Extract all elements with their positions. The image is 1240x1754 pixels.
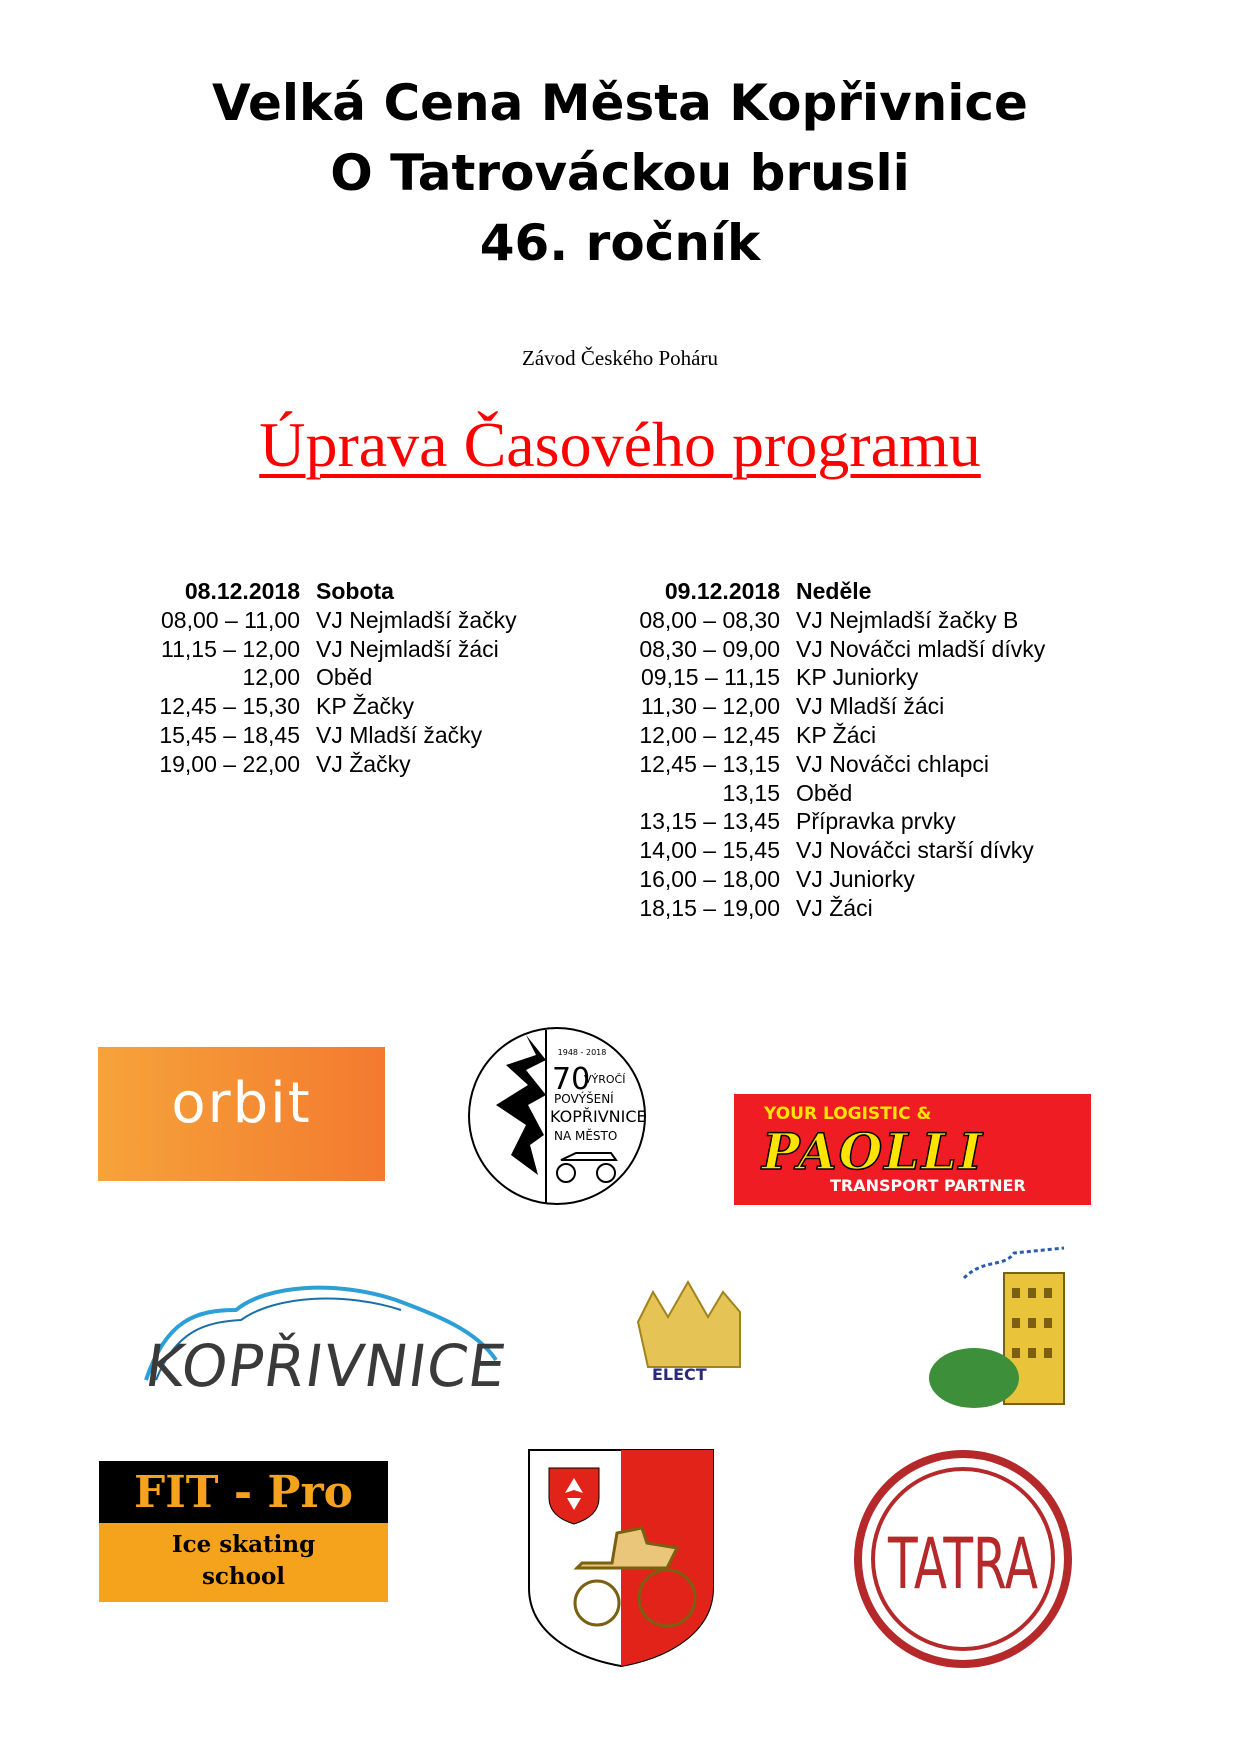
schedule-time: 12,00 <box>242 664 300 691</box>
paolli-tagline-top: YOUR LOGISTIC & <box>764 1104 932 1124</box>
anniversary-text-1: VÝROČÍ <box>584 1073 626 1086</box>
building-logo-partial <box>904 1248 1064 1404</box>
schedule-event: VJ Nováčci chlapci <box>796 750 990 777</box>
schedule-event: VJ Juniorky <box>796 865 915 892</box>
schedule-event: VJ Mladší žáci <box>796 693 945 720</box>
schedule-time: 12,45 – 15,30 <box>159 693 300 720</box>
anniversary-number: 70 <box>552 1062 591 1097</box>
schedule-time: 08,00 – 08,30 <box>639 606 780 633</box>
koprivnice-city-logo <box>136 1280 521 1402</box>
schedule-event: VJ Žáci <box>796 894 873 921</box>
schedule-time: 15,45 – 18,45 <box>159 721 300 748</box>
title-line-1: Velká Cena Města Kopřivnice <box>212 74 1028 132</box>
paolli-tagline-bottom: TRANSPORT PARTNER <box>830 1176 1026 1195</box>
schedule-time: 12,00 – 12,45 <box>639 721 780 748</box>
schedule-time: 16,00 – 18,00 <box>639 865 780 892</box>
elect-crown-logo <box>628 1272 740 1388</box>
anniversary-70-logo <box>466 1025 648 1207</box>
schedule-event: VJ Nejmladší žačky <box>316 606 517 633</box>
orbit-logo <box>98 1047 385 1181</box>
schedule-time: 08,30 – 09,00 <box>639 635 780 662</box>
schedule-time: 19,00 – 22,00 <box>159 750 300 777</box>
schedule-event: KP Žačky <box>316 693 414 720</box>
subtitle: Závod Českého Poháru <box>522 346 718 370</box>
schedule-event: Oběd <box>796 779 853 806</box>
schedule-time: 13,15 – 13,45 <box>639 808 780 835</box>
schedule-date: 08.12.2018 <box>184 578 300 604</box>
tatra-wordmark: TATRA <box>887 1523 1039 1605</box>
schedule-event: VJ Nejmladší žáci <box>316 635 499 662</box>
program-heading-text: Úprava Časového programu <box>259 409 981 480</box>
tatra-logo <box>852 1448 1074 1670</box>
schedule-event: Přípravka prvky <box>796 808 956 835</box>
schedule-event: VJ Nejmladší žačky B <box>796 606 1019 633</box>
schedule-time: 12,45 – 13,15 <box>639 750 780 777</box>
paolli-wordmark: PAOLLI <box>762 1122 985 1181</box>
title-line-3: 46. ročník <box>479 214 761 272</box>
schedule-time: 13,15 <box>722 779 780 806</box>
schedule-event: VJ Žačky <box>316 750 411 777</box>
schedule-time: 09,15 – 11,15 <box>641 664 780 691</box>
event-title <box>0 68 1240 278</box>
schedule-weekday: Neděle <box>796 578 872 604</box>
schedule-date: 09.12.2018 <box>664 578 780 604</box>
fitpro-subtitle-1: Ice skating <box>171 1531 316 1558</box>
koprivnice-wordmark: KOPŘIVNICE <box>141 1332 511 1400</box>
leaf-icon <box>929 1348 1019 1408</box>
schedule-event: Oběd <box>316 664 373 691</box>
schedule-time: 08,00 – 11,00 <box>161 606 300 633</box>
city-coat-of-arms <box>527 1448 715 1668</box>
anniversary-text-2: POVÝŠENÍ <box>554 1092 614 1106</box>
crown-icon <box>638 1282 740 1367</box>
fitpro-subtitle-2: school <box>201 1563 286 1590</box>
schedule-time: 18,15 – 19,00 <box>639 894 780 921</box>
fitpro-title: FIT - Pro <box>133 1467 354 1518</box>
elect-text: ELECT <box>652 1365 707 1384</box>
schedule-event: VJ Nováčci starší dívky <box>796 837 1034 864</box>
schedule-time: 14,00 – 15,45 <box>639 837 780 864</box>
anniversary-text-3: KOPŘIVNICE <box>550 1107 647 1126</box>
schedule-event: KP Juniorky <box>796 664 919 691</box>
schedule-event: VJ Nováčci mladší dívky <box>796 635 1046 662</box>
schedule-weekday: Sobota <box>316 578 394 604</box>
schedule-event: KP Žáci <box>796 721 877 748</box>
program-heading <box>0 408 1240 482</box>
paolli-logo <box>734 1094 1091 1205</box>
anniversary-text-4: NA MĚSTO <box>554 1129 618 1143</box>
schedule-time: 11,15 – 12,00 <box>161 635 300 662</box>
orbit-logo-text: orbit <box>171 1071 312 1136</box>
title-line-2: O Tatrováckou brusli <box>330 144 910 202</box>
fitpro-logo <box>99 1461 388 1602</box>
schedule-event: VJ Mladší žačky <box>316 721 483 748</box>
anniversary-years: 1948 - 2018 <box>557 1048 607 1057</box>
schedule-time: 11,30 – 12,00 <box>641 693 780 720</box>
